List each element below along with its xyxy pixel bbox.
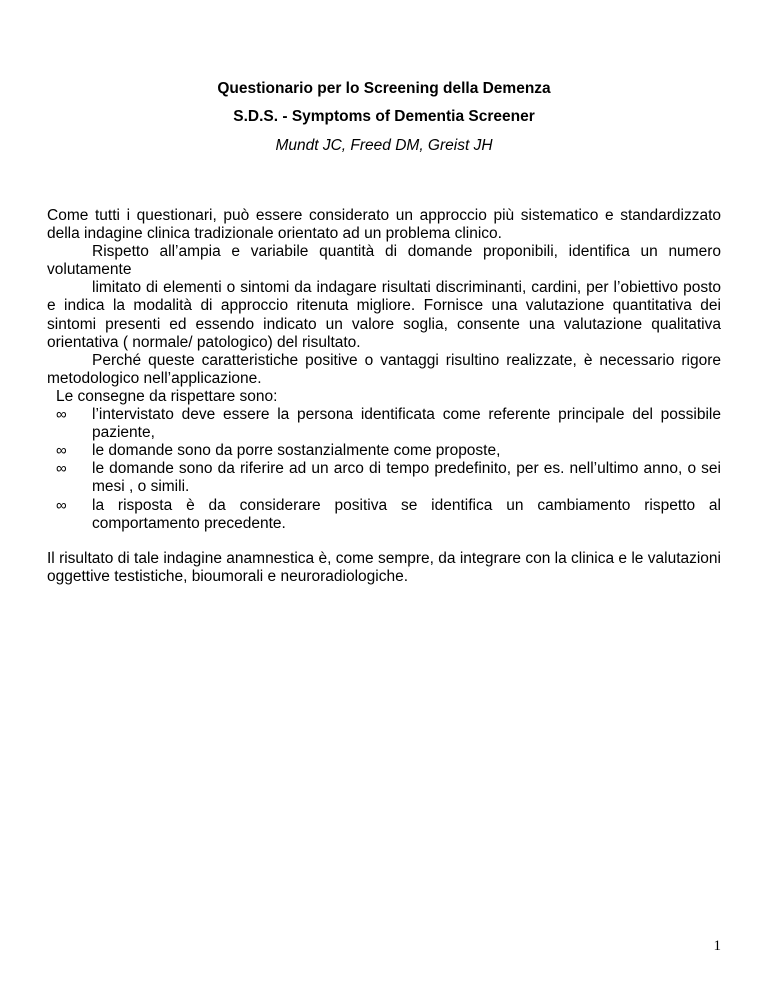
infinity-bullet-icon: ∞ [56, 496, 67, 514]
list-item [47, 442, 721, 460]
paragraph-rules-lead: Le consegne da rispettare sono: [56, 387, 278, 405]
paragraph-conclusion: Il risultato di tale indagine anamnestica è, come sempre, da integrare con la clinica e le valutazioni oggettive testistiche, bioumorali e neuroradiologiche. [47, 549, 721, 585]
list-item-text: la risposta è da considerare positiva se identifica un cambiamento rispetto al comportamento precedente. [92, 496, 721, 532]
rules-list [47, 406, 721, 533]
spacer [47, 533, 721, 550]
paragraph-questions: Rispetto all’ampia e variabile quantità di domande proponibili, identifica un numero volutamente [47, 243, 721, 279]
list-item [47, 497, 721, 533]
paragraph-elements: limitato di elementi o sintomi da indagare risultati discriminanti, cardini, per l’obiettivo posto e indica la modalità di approccio ritenuta migliore. Fornisce una valutazione quantitativa dei sintomi presenti ed essendo indicato un valore soglia, consente una valutazione qualitativa orientativa ( normale/ patologico) del risultato. [47, 279, 721, 351]
list-item [47, 406, 721, 442]
page-number: 1 [713, 938, 721, 954]
infinity-bullet-icon: ∞ [56, 406, 67, 424]
document-title: Questionario per lo Screening della Demenza [217, 80, 551, 97]
document-body [47, 207, 721, 586]
document-subtitle: S.D.S. - Symptoms of Dementia Screener [233, 108, 535, 125]
paragraph-intro: Come tutti i questionari, può essere considerato un approccio più sistematico e standardizzato della indagine clinica tradizionale orientato ad un problema clinico. [47, 207, 721, 243]
list-item-text: le domande sono da porre sostanzialmente come proposte, [92, 442, 501, 460]
paragraph-rigor: Perché queste caratteristiche positive o vantaggi risultino realizzate, è necessario rigore metodologico nell’applicazione. [47, 351, 721, 387]
document-authors: Mundt JC, Freed DM, Greist JH [275, 137, 493, 154]
infinity-bullet-icon: ∞ [56, 442, 67, 460]
list-item-text: le domande sono da riferire ad un arco di tempo predefinito, per es. nell’ultimo anno, o sei mesi , o simili. [92, 460, 721, 496]
list-item-text: l’intervistato deve essere la persona identificata come referente principale del possibile paziente, [92, 406, 721, 442]
list-item [47, 460, 721, 496]
infinity-bullet-icon: ∞ [56, 460, 67, 478]
